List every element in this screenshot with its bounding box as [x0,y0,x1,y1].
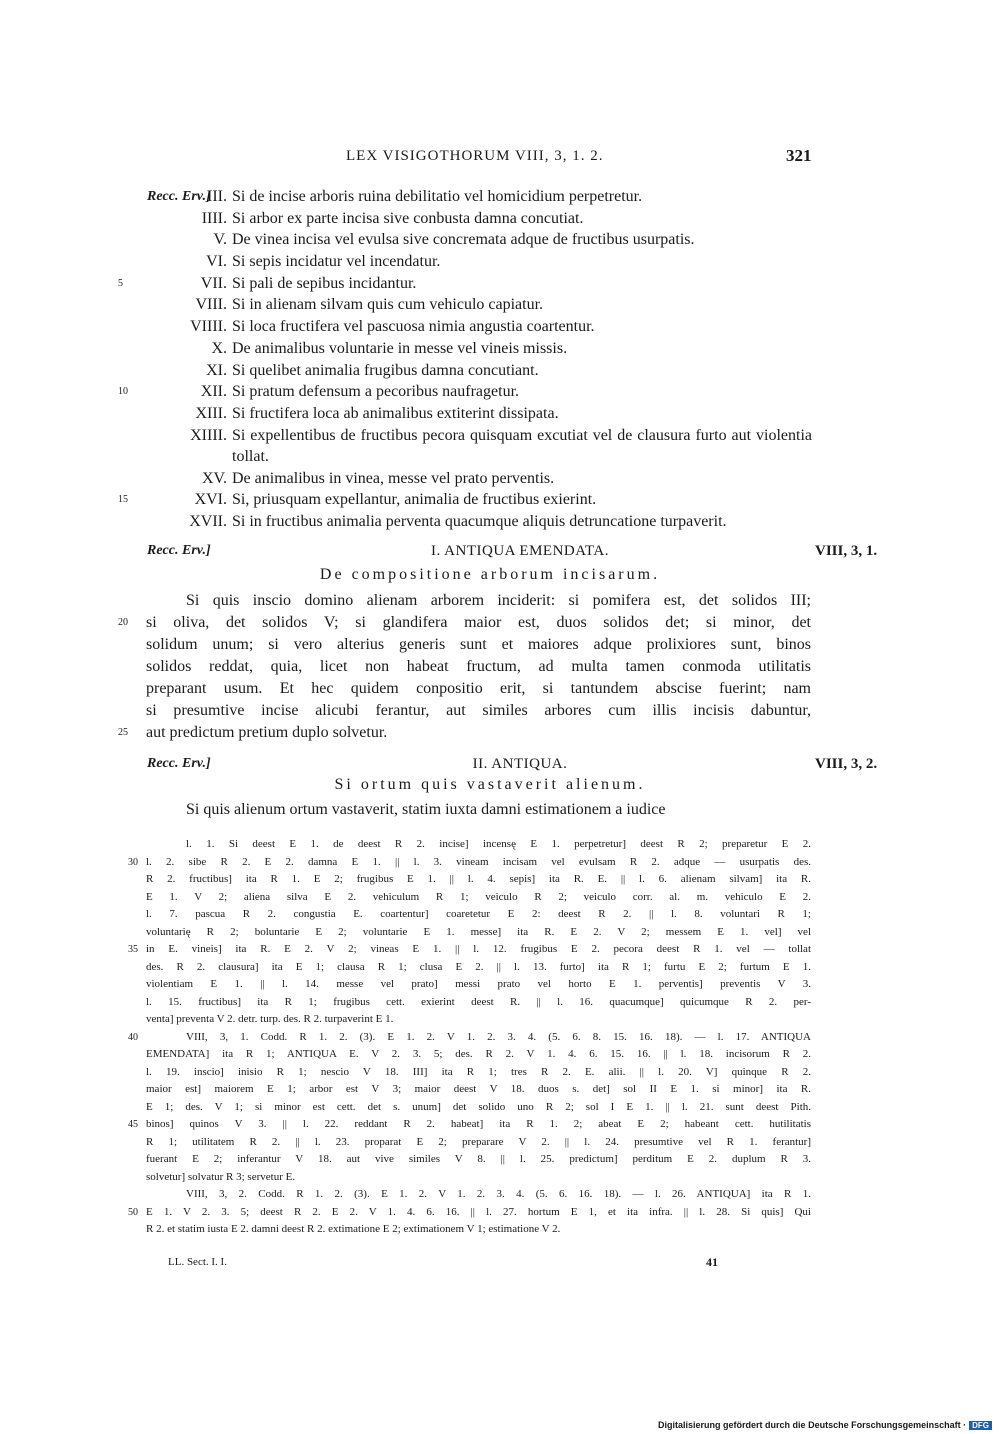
toc-entry [0,360,1000,382]
toc-text: Si arbor ex parte incisa sive conbusta damna concutiat. [232,209,584,227]
toc-text: Si sepis incidatur vel incendatur. [232,253,441,271]
footnote-text: solvetur] solvatur R 3; servetur E. [146,1170,296,1183]
section-1-title: I. ANTIQUA EMENDATA. [431,543,609,559]
footnote-text: l. 2. sibe R 2. E 2. damna E 1. || l. 3. vineam incisam vel evulsam R 2. adque — usurpatis des. [146,855,811,868]
body-line-text: Si quis inscio domino alienam arborem inciderit: si pomifera est, det solidos III; [186,592,811,609]
body-line [146,678,811,700]
footnote-line [146,1134,811,1152]
toc-number: XVI. [194,491,227,509]
footnote-line [146,959,811,977]
line-number: 45 [128,1119,138,1130]
funding-note [658,1420,992,1430]
dfg-logo: DFG [969,1421,992,1430]
toc-text: Si fructifera loca ab animalibus extiterint dissipata. [232,404,559,422]
body-line [146,634,811,656]
toc-text: Si quelibet animalia frugibus damna concutiant. [232,361,539,379]
section-1-heading [0,543,1000,565]
toc-entry [0,273,1000,295]
line-number: 35 [128,944,138,955]
toc-number: IIII. [201,209,227,227]
footnote-line [146,1011,811,1029]
line-number: 40 [128,1031,138,1043]
footnote-text: in E. vineis] ita R. E 2. V 2; vineas E 1. || l. 12. frugibus E 2. pecora deest R 1. vel — tollat [146,943,811,955]
line-number: 20 [118,617,128,628]
body-line [118,612,811,634]
footnote-text: fuerant E 2; inferantur V 18. aut vive similes V 8. || l. 25. predictum] perditum E 2. duplum R 3. [146,1153,811,1165]
footnote-text: voluntarię R 2; boluntarie E 2; voluntarie E 1. messe] ita R. E 2. V 2; messem E 1. vel] vel [146,925,811,938]
toc-text: Si, priusquam expellantur, animalia de fructibus exierint. [232,491,597,509]
toc-text: Si pratum defensum a pecoribus naufragetur. [232,383,520,401]
critical-apparatus [128,836,811,1239]
footnote-text: E 1. V 2; aliena silva E 2. vehiculum R 1; veiculo R 2; veiculo corr. al. m. vehiculo E 2. [146,890,811,903]
body-line-text: solidum unum; si vero alterius generis sunt et maiores adque prolixiores sunt, binos [146,636,811,653]
footnote-line [146,1099,811,1117]
body-line [146,656,811,678]
footnote-text: l. 15. fructibus] ita R 1; frugibus cett. exierint deest R. || l. 16. quacumque] quicumque R 2. per- [146,995,811,1008]
toc-entry [0,468,1000,490]
toc-number: XIII. [195,404,227,422]
section-2-ref: VIII, 3, 2. [815,756,878,772]
toc-text: Si in alienam silvam quis cum vehiculo capiatur. [232,296,544,314]
toc-number: XI. [206,361,227,379]
section-1-ref: VIII, 3, 1. [815,543,878,559]
toc-entry [0,186,1000,208]
section-2-title: II. ANTIQUA. [472,756,568,772]
toc-text: Si expellentibus de fructibus pecora quisquam excutiat vel de clausura furto aut violentia tollat. [232,426,812,466]
toc-text: De animalibus voluntarie in messe vel vineis missis. [232,339,568,357]
section-2-lead: Recc. Erv.] [147,756,211,771]
funding-text: Digitalisierung gefördert durch die Deutsche Forschungsgemeinschaft · [658,1420,967,1430]
toc-entry [0,208,1000,230]
toc-text: De animalibus in vinea, messe vel prato perventis. [232,469,555,487]
footnote-text: E 1; des. V 1; si minor est cett. det s. unum] det solido uno R 2; sol I E 1. || l. 21. sunt deest Pith. [146,1100,811,1113]
section-1-body [118,590,811,744]
footnote-text: l. 19. inscio] inisio R 1; nescio V 18. III] ita R 1; tres R 2. E. alii. || l. 20. V] quinque R 2. [146,1065,811,1078]
toc-number: XVII. [189,512,227,530]
toc-number: V. [213,231,227,249]
body-line [118,722,811,744]
footnote-line [146,1186,811,1204]
toc-number: VIIII. [190,318,227,336]
toc-entry [0,229,1000,251]
toc-text: De vinea incisa vel evulsa sive concremata adque de fructibus usurpatis. [232,231,695,249]
running-head: LEX VISIGOTHORUM VIII, 3, 1. 2. [346,148,604,164]
footnote-line [128,1204,811,1222]
footnote-text: binos] quinos V 3. || l. 22. reddant R 2. habeat] ita R 1. 2; abeat E 2; habeant cett. hutilitatis [146,1118,811,1130]
footnote-line [146,924,811,942]
toc-number: XIIII. [190,426,227,444]
toc-entry [0,316,1000,338]
line-number: 15 [118,494,128,506]
footnote-text: R 2. et statim iusta E 2. damni deest R 2. extimatione E 2; extimationem V 1; estimatione V 2. [146,1223,561,1235]
footnote-text: R 1; utilitatem R 2. || l. 23. proparat E 2; preparare V 2. || l. 24. presumtive vel R 1. ferantur] [146,1135,811,1148]
toc-number: VIII. [195,296,227,314]
body-line [146,700,811,722]
footnote-line [146,1064,811,1082]
chapter-index [0,186,1000,533]
footnote-text: R 2. fructibus] ita R 1. E 2; frugibus E 1. || l. 4. sepis] ita R. E. || l. 6. alienam silvam] ita R. [146,873,811,885]
footnote-text: des. R 2. clausura] ita E 1; clausa R 1; clusa E 2. || l. 13. furto] ita R 1; furtu E 2; furtum E 1. [146,960,811,973]
footnote-text: maior est] maiorem E 1; arbor est V 3; maior deest V 18. duos s. det] sol II E 1. si minor] ita R. [146,1083,811,1095]
line-number: 30 [128,856,138,868]
footnote-line [146,976,811,994]
footnote-line [146,994,811,1012]
footnote-line [128,1116,811,1134]
toc-entry [0,403,1000,425]
toc-text: Si pali de sepibus incidantur. [232,274,417,292]
body-line-text: si oliva, det solidos V; si glandifera maior est, duos solidos det; si minor, det [146,614,811,631]
toc-entry [0,338,1000,360]
toc-entry [0,511,1000,533]
line-number: 50 [128,1206,138,1218]
section-1-lead: Recc. Erv.] [147,543,211,558]
footnote-text: VIII, 3, 2. Codd. R 1. 2. (3). E 1. 2. V 1. 2. 3. 4. (5. 6. 16. 18). — l. 26. ANTIQUA] ita R 1. [186,1188,811,1200]
toc-number: XV. [201,469,227,487]
footnote-text: l. 7. pascua R 2. congustia E. coartentur] coaretetur E 2: deest R 2. || l. 8. voluntari R 1; [146,908,811,920]
section-2-heading [0,756,1000,778]
toc-text: Si in fructibus animalia perventa quacumque aliquis detruncatione turpaverit. [232,512,727,530]
footnote-text: EMENDATA] ita R 1; ANTIQUA E. V 2. 3. 5; des. R 2. V 1. 4. 6. 15. 16. || l. 18. incisorum R 2. [146,1048,811,1060]
body-line-text: si presumtive incise alicubi ferantur, aut similes arbores cum illis incisis dabuntur, [146,702,811,719]
body-line-text: aut predictum pretium duplo solvetur. [146,724,388,741]
section-2-rubric: Si ortum quis vastaverit alienum. [334,776,646,793]
line-number: 5 [118,277,123,289]
page-number: 321 [786,146,812,165]
sheet-signature: LL. Sect. I. I. [168,1256,227,1268]
footnote-line [146,871,811,889]
footnote-line [128,854,811,872]
toc-text: Si loca fructifera vel pascuosa nimia angustia coartentur. [232,318,595,336]
body-line-text: preparant usum. Et hec quidem conpositio erit, si tantundem abscise fuerint; nam [146,680,811,697]
section-1-rubric: De compositione arborum incisarum. [319,566,661,583]
toc-number: XII. [200,383,227,401]
toc-number: VI. [206,253,227,271]
footnote-line [146,1169,811,1187]
body-line [146,590,811,612]
body-line-text: solidos reddat, quia, licet non habeat fructum, ad multa tamen conmoda utilitatis [146,658,811,675]
line-number: 10 [118,386,128,398]
footnote-text: violentiam E 1. || l. 14. messe vel prato] messi prato vel horto E 1. perventis] preventis V 3. [146,978,811,990]
footnote-line [128,941,811,959]
footnote-text: l. 1. Si deest E 1. de deest R 2. incise] incensę E 1. perpetretur] deest R 2; preparetur E 2. [186,838,811,850]
sheet-number: 41 [706,1255,718,1269]
toc-number: III. [207,188,227,205]
footnote-line [146,1081,811,1099]
footnote-text: E 1. V 2. 3. 5; deest R 2. E 2. V 1. 4. 6. 16. || l. 27. hortum E 1, et ita infra. || l. 28. Si quis] Qui [146,1205,811,1218]
footnote-text: VIII, 3, 1. Codd. R 1. 2. (3). E 1. 2. V 1. 2. 3. 4. (5. 6. 8. 15. 16. 18). — l. 17. ANTIQUA [186,1030,811,1043]
footnote-line [146,889,811,907]
toc-entry [0,489,1000,511]
footnote-line [146,1046,811,1064]
footnote-line [146,906,811,924]
footnote-line [146,836,811,854]
footnote-line [128,1029,811,1047]
toc-lead: Recc. Erv.] [147,189,211,204]
line-number: 25 [118,727,128,738]
toc-entry [0,381,1000,403]
toc-entry [0,425,1000,468]
section-2-body [146,799,811,821]
footnote-text: venta] preventa V 2. detr. turp. des. R 2. turpaverint E 1. [146,1013,394,1025]
footnote-line [146,1151,811,1169]
section-2-line: Si quis alienum ortum vastaverit, statim iuxta damni estimationem a iudice [186,801,666,818]
footnote-line [146,1221,811,1239]
toc-number: X. [211,339,227,357]
toc-text: Si de incise arboris ruina debilitatio vel homicidium perpetretur. [232,188,643,205]
toc-number: VII. [200,274,227,292]
toc-entry [0,294,1000,316]
toc-entry [0,251,1000,273]
